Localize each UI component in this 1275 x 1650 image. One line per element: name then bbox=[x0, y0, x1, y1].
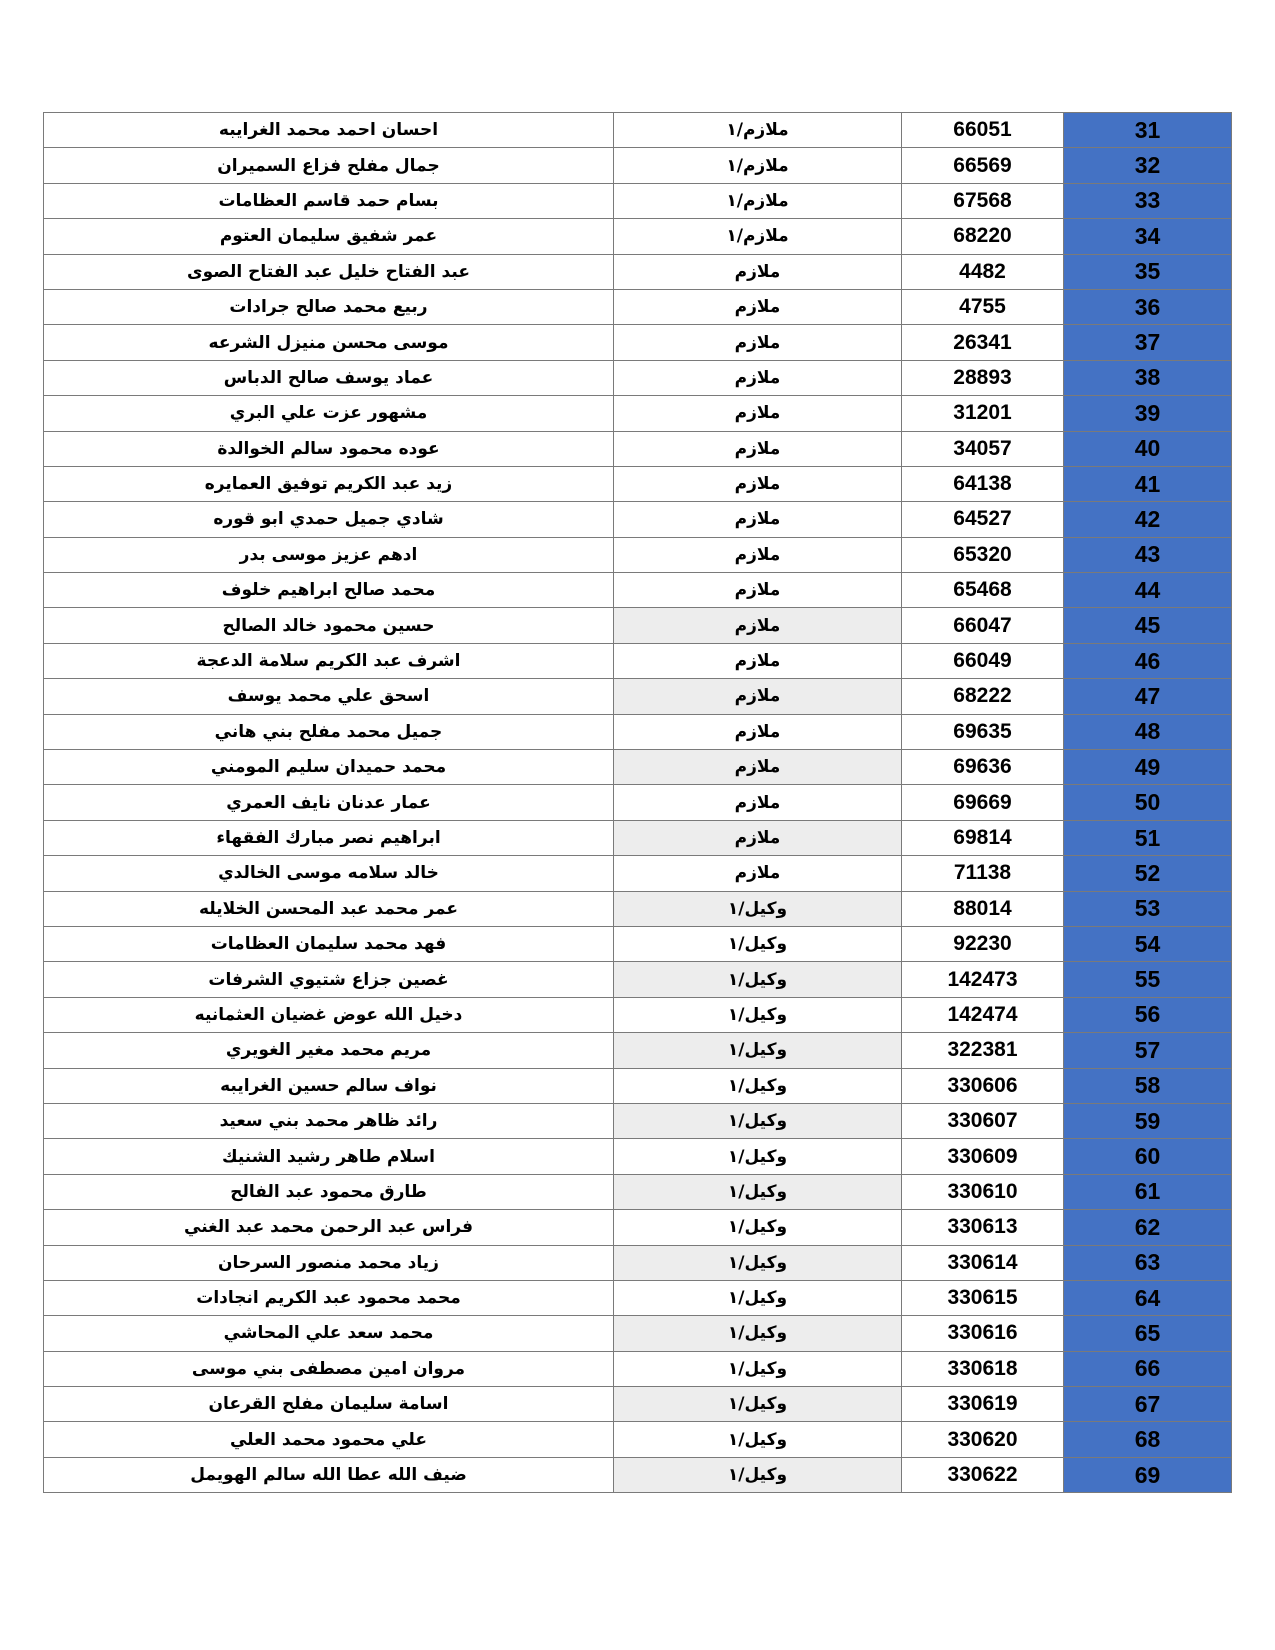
military-number-cell: 69669 bbox=[902, 785, 1064, 820]
sequence-number-cell: 45 bbox=[1064, 608, 1232, 643]
person-name-cell: زيد عبد الكريم توفيق العمايره bbox=[44, 466, 614, 501]
table-row bbox=[44, 183, 1232, 218]
sequence-number-cell: 60 bbox=[1064, 1139, 1232, 1174]
military-number-cell: 4482 bbox=[902, 254, 1064, 289]
rank-cell: ملازم/١ bbox=[614, 183, 902, 218]
military-number-cell: 330616 bbox=[902, 1316, 1064, 1351]
person-name-cell: فهد محمد سليمان العظامات bbox=[44, 926, 614, 961]
table-row bbox=[44, 396, 1232, 431]
rank-cell: ملازم bbox=[614, 785, 902, 820]
sequence-number-cell: 31 bbox=[1064, 113, 1232, 148]
military-number-cell: 66051 bbox=[902, 113, 1064, 148]
sequence-number-cell: 32 bbox=[1064, 148, 1232, 183]
person-name-cell: ادهم عزيز موسى بدر bbox=[44, 537, 614, 572]
sequence-number-cell: 41 bbox=[1064, 466, 1232, 501]
sequence-number-cell: 47 bbox=[1064, 679, 1232, 714]
sequence-number-cell: 65 bbox=[1064, 1316, 1232, 1351]
sequence-number-cell: 43 bbox=[1064, 537, 1232, 572]
sequence-number-cell: 40 bbox=[1064, 431, 1232, 466]
personnel-table bbox=[43, 112, 1232, 1493]
table-row bbox=[44, 820, 1232, 855]
person-name-cell: رائد ظاهر محمد بني سعيد bbox=[44, 1103, 614, 1138]
military-number-cell: 322381 bbox=[902, 1033, 1064, 1068]
table-row bbox=[44, 1174, 1232, 1209]
rank-cell: ملازم bbox=[614, 820, 902, 855]
personnel-table-body bbox=[44, 113, 1232, 1493]
military-number-cell: 330620 bbox=[902, 1422, 1064, 1457]
rank-cell: ملازم bbox=[614, 537, 902, 572]
military-number-cell: 68222 bbox=[902, 679, 1064, 714]
table-row bbox=[44, 714, 1232, 749]
rank-cell: وكيل/١ bbox=[614, 1033, 902, 1068]
sequence-number-cell: 36 bbox=[1064, 289, 1232, 324]
table-row bbox=[44, 537, 1232, 572]
rank-cell: وكيل/١ bbox=[614, 1387, 902, 1422]
rank-cell: ملازم bbox=[614, 643, 902, 678]
sequence-number-cell: 48 bbox=[1064, 714, 1232, 749]
rank-cell: ملازم bbox=[614, 502, 902, 537]
person-name-cell: محمد حميدان سليم المومني bbox=[44, 750, 614, 785]
table-row bbox=[44, 502, 1232, 537]
person-name-cell: ضيف الله عطا الله سالم الهويمل bbox=[44, 1457, 614, 1492]
military-number-cell: 92230 bbox=[902, 926, 1064, 961]
rank-cell: ملازم/١ bbox=[614, 148, 902, 183]
table-row bbox=[44, 962, 1232, 997]
military-number-cell: 65468 bbox=[902, 573, 1064, 608]
rank-cell: وكيل/١ bbox=[614, 1103, 902, 1138]
rank-cell: وكيل/١ bbox=[614, 1457, 902, 1492]
person-name-cell: محمد صالح ابراهيم خلوف bbox=[44, 573, 614, 608]
sequence-number-cell: 55 bbox=[1064, 962, 1232, 997]
table-row bbox=[44, 785, 1232, 820]
military-number-cell: 330619 bbox=[902, 1387, 1064, 1422]
person-name-cell: مروان امين مصطفى بني موسى bbox=[44, 1351, 614, 1386]
sequence-number-cell: 62 bbox=[1064, 1210, 1232, 1245]
military-number-cell: 142473 bbox=[902, 962, 1064, 997]
sequence-number-cell: 53 bbox=[1064, 891, 1232, 926]
sequence-number-cell: 38 bbox=[1064, 360, 1232, 395]
table-row bbox=[44, 431, 1232, 466]
rank-cell: وكيل/١ bbox=[614, 1316, 902, 1351]
rank-cell: وكيل/١ bbox=[614, 1245, 902, 1280]
sequence-number-cell: 34 bbox=[1064, 219, 1232, 254]
table-row bbox=[44, 325, 1232, 360]
military-number-cell: 66047 bbox=[902, 608, 1064, 643]
person-name-cell: دخيل الله عوض غضيان العثمانيه bbox=[44, 997, 614, 1032]
sequence-number-cell: 54 bbox=[1064, 926, 1232, 961]
person-name-cell: عماد يوسف صالح الدباس bbox=[44, 360, 614, 395]
person-name-cell: عبد الفتاح خليل عبد الفتاح الصوى bbox=[44, 254, 614, 289]
table-row bbox=[44, 856, 1232, 891]
rank-cell: وكيل/١ bbox=[614, 997, 902, 1032]
rank-cell: ملازم/١ bbox=[614, 219, 902, 254]
sequence-number-cell: 63 bbox=[1064, 1245, 1232, 1280]
sequence-number-cell: 58 bbox=[1064, 1068, 1232, 1103]
table-row bbox=[44, 1280, 1232, 1315]
rank-cell: وكيل/١ bbox=[614, 1174, 902, 1209]
person-name-cell: فراس عبد الرحمن محمد عبد الغني bbox=[44, 1210, 614, 1245]
rank-cell: ملازم bbox=[614, 325, 902, 360]
table-row bbox=[44, 643, 1232, 678]
person-name-cell: عمر محمد عبد المحسن الخلايله bbox=[44, 891, 614, 926]
table-row bbox=[44, 1316, 1232, 1351]
table-row bbox=[44, 1387, 1232, 1422]
military-number-cell: 28893 bbox=[902, 360, 1064, 395]
sequence-number-cell: 44 bbox=[1064, 573, 1232, 608]
sequence-number-cell: 39 bbox=[1064, 396, 1232, 431]
military-number-cell: 330609 bbox=[902, 1139, 1064, 1174]
rank-cell: وكيل/١ bbox=[614, 962, 902, 997]
person-name-cell: زياد محمد منصور السرحان bbox=[44, 1245, 614, 1280]
military-number-cell: 69636 bbox=[902, 750, 1064, 785]
person-name-cell: اسلام طاهر رشيد الشنيك bbox=[44, 1139, 614, 1174]
table-row bbox=[44, 1103, 1232, 1138]
table-row bbox=[44, 219, 1232, 254]
rank-cell: ملازم bbox=[614, 714, 902, 749]
table-row bbox=[44, 750, 1232, 785]
table-row bbox=[44, 289, 1232, 324]
table-row bbox=[44, 148, 1232, 183]
sequence-number-cell: 67 bbox=[1064, 1387, 1232, 1422]
table-row bbox=[44, 1210, 1232, 1245]
table-row bbox=[44, 891, 1232, 926]
person-name-cell: ربيع محمد صالح جرادات bbox=[44, 289, 614, 324]
rank-cell: وكيل/١ bbox=[614, 891, 902, 926]
military-number-cell: 64527 bbox=[902, 502, 1064, 537]
military-number-cell: 330607 bbox=[902, 1103, 1064, 1138]
rank-cell: وكيل/١ bbox=[614, 1068, 902, 1103]
military-number-cell: 66569 bbox=[902, 148, 1064, 183]
sequence-number-cell: 33 bbox=[1064, 183, 1232, 218]
table-row bbox=[44, 1245, 1232, 1280]
sequence-number-cell: 59 bbox=[1064, 1103, 1232, 1138]
sequence-number-cell: 46 bbox=[1064, 643, 1232, 678]
person-name-cell: مريم محمد مغير الغويري bbox=[44, 1033, 614, 1068]
person-name-cell: شادي جميل حمدي ابو قوره bbox=[44, 502, 614, 537]
person-name-cell: موسى محسن منيزل الشرعه bbox=[44, 325, 614, 360]
military-number-cell: 34057 bbox=[902, 431, 1064, 466]
military-number-cell: 330614 bbox=[902, 1245, 1064, 1280]
person-name-cell: عمار عدنان نايف العمري bbox=[44, 785, 614, 820]
sequence-number-cell: 61 bbox=[1064, 1174, 1232, 1209]
military-number-cell: 65320 bbox=[902, 537, 1064, 572]
rank-cell: وكيل/١ bbox=[614, 1280, 902, 1315]
table-row bbox=[44, 573, 1232, 608]
sequence-number-cell: 35 bbox=[1064, 254, 1232, 289]
table-row bbox=[44, 1139, 1232, 1174]
person-name-cell: اسحق علي محمد يوسف bbox=[44, 679, 614, 714]
rank-cell: ملازم/١ bbox=[614, 113, 902, 148]
rank-cell: ملازم bbox=[614, 396, 902, 431]
person-name-cell: طارق محمود عبد الفالح bbox=[44, 1174, 614, 1209]
person-name-cell: جمال مفلح فزاع السميران bbox=[44, 148, 614, 183]
person-name-cell: غصين جزاع شتيوي الشرفات bbox=[44, 962, 614, 997]
military-number-cell: 330610 bbox=[902, 1174, 1064, 1209]
military-number-cell: 71138 bbox=[902, 856, 1064, 891]
person-name-cell: محمد سعد علي المحاشي bbox=[44, 1316, 614, 1351]
military-number-cell: 69814 bbox=[902, 820, 1064, 855]
rank-cell: ملازم bbox=[614, 254, 902, 289]
person-name-cell: ابراهيم نصر مبارك الفقهاء bbox=[44, 820, 614, 855]
military-number-cell: 330618 bbox=[902, 1351, 1064, 1386]
sequence-number-cell: 42 bbox=[1064, 502, 1232, 537]
sequence-number-cell: 37 bbox=[1064, 325, 1232, 360]
table-row bbox=[44, 1068, 1232, 1103]
table-row bbox=[44, 113, 1232, 148]
military-number-cell: 330606 bbox=[902, 1068, 1064, 1103]
sequence-number-cell: 69 bbox=[1064, 1457, 1232, 1492]
military-number-cell: 330622 bbox=[902, 1457, 1064, 1492]
table-row bbox=[44, 926, 1232, 961]
table-row bbox=[44, 360, 1232, 395]
rank-cell: ملازم bbox=[614, 856, 902, 891]
table-row bbox=[44, 254, 1232, 289]
rank-cell: ملازم bbox=[614, 466, 902, 501]
rank-cell: وكيل/١ bbox=[614, 1351, 902, 1386]
rank-cell: وكيل/١ bbox=[614, 926, 902, 961]
military-number-cell: 67568 bbox=[902, 183, 1064, 218]
person-name-cell: بسام حمد قاسم العظامات bbox=[44, 183, 614, 218]
sequence-number-cell: 50 bbox=[1064, 785, 1232, 820]
sequence-number-cell: 52 bbox=[1064, 856, 1232, 891]
person-name-cell: علي محمود محمد العلي bbox=[44, 1422, 614, 1457]
sequence-number-cell: 68 bbox=[1064, 1422, 1232, 1457]
rank-cell: ملازم bbox=[614, 289, 902, 324]
military-number-cell: 142474 bbox=[902, 997, 1064, 1032]
sequence-number-cell: 49 bbox=[1064, 750, 1232, 785]
table-row bbox=[44, 679, 1232, 714]
military-number-cell: 68220 bbox=[902, 219, 1064, 254]
table-row bbox=[44, 997, 1232, 1032]
person-name-cell: خالد سلامه موسى الخالدي bbox=[44, 856, 614, 891]
table-row bbox=[44, 1351, 1232, 1386]
rank-cell: ملازم bbox=[614, 431, 902, 466]
table-row bbox=[44, 1457, 1232, 1492]
military-number-cell: 330613 bbox=[902, 1210, 1064, 1245]
military-number-cell: 31201 bbox=[902, 396, 1064, 431]
rank-cell: وكيل/١ bbox=[614, 1422, 902, 1457]
military-number-cell: 66049 bbox=[902, 643, 1064, 678]
military-number-cell: 330615 bbox=[902, 1280, 1064, 1315]
military-number-cell: 69635 bbox=[902, 714, 1064, 749]
table-row bbox=[44, 608, 1232, 643]
rank-cell: وكيل/١ bbox=[614, 1139, 902, 1174]
person-name-cell: محمد محمود عبد الكريم انجادات bbox=[44, 1280, 614, 1315]
rank-cell: ملازم bbox=[614, 360, 902, 395]
military-number-cell: 4755 bbox=[902, 289, 1064, 324]
person-name-cell: عمر شفيق سليمان العتوم bbox=[44, 219, 614, 254]
military-number-cell: 88014 bbox=[902, 891, 1064, 926]
person-name-cell: جميل محمد مفلح بني هاني bbox=[44, 714, 614, 749]
military-number-cell: 64138 bbox=[902, 466, 1064, 501]
military-number-cell: 26341 bbox=[902, 325, 1064, 360]
table-row bbox=[44, 1422, 1232, 1457]
person-name-cell: احسان احمد محمد الغرايبه bbox=[44, 113, 614, 148]
sequence-number-cell: 51 bbox=[1064, 820, 1232, 855]
rank-cell: ملازم bbox=[614, 679, 902, 714]
person-name-cell: اسامة سليمان مفلح القرعان bbox=[44, 1387, 614, 1422]
person-name-cell: مشهور عزت علي البري bbox=[44, 396, 614, 431]
person-name-cell: عوده محمود سالم الخوالدة bbox=[44, 431, 614, 466]
sequence-number-cell: 57 bbox=[1064, 1033, 1232, 1068]
person-name-cell: نواف سالم حسين الغرايبه bbox=[44, 1068, 614, 1103]
person-name-cell: اشرف عبد الكريم سلامة الدعجة bbox=[44, 643, 614, 678]
sequence-number-cell: 64 bbox=[1064, 1280, 1232, 1315]
table-row bbox=[44, 1033, 1232, 1068]
rank-cell: ملازم bbox=[614, 750, 902, 785]
rank-cell: ملازم bbox=[614, 573, 902, 608]
person-name-cell: حسين محمود خالد الصالح bbox=[44, 608, 614, 643]
table-row bbox=[44, 466, 1232, 501]
rank-cell: ملازم bbox=[614, 608, 902, 643]
sequence-number-cell: 56 bbox=[1064, 997, 1232, 1032]
sequence-number-cell: 66 bbox=[1064, 1351, 1232, 1386]
rank-cell: وكيل/١ bbox=[614, 1210, 902, 1245]
